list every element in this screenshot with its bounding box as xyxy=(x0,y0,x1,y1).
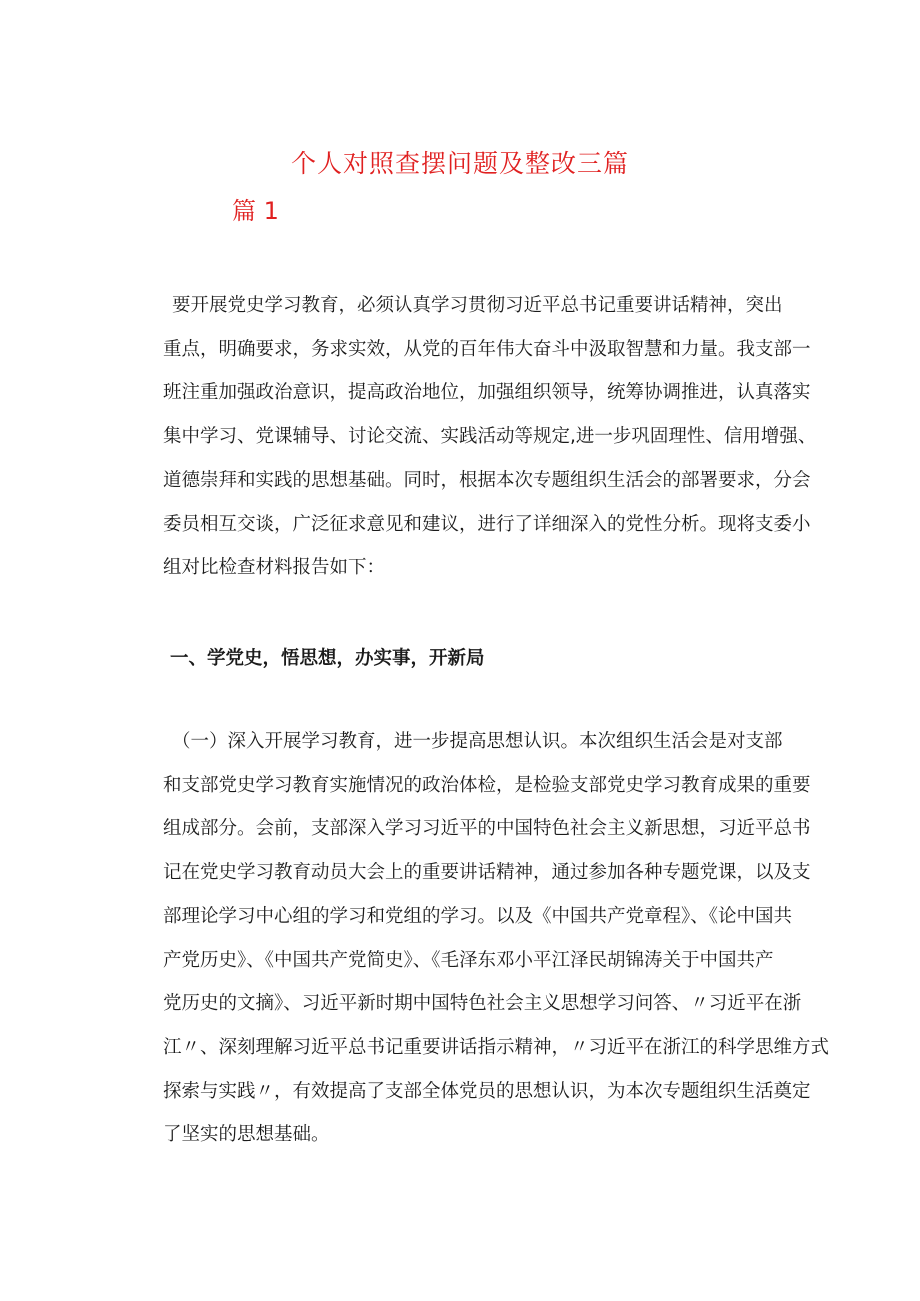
paragraph-line: 记在党史学习教育动员大会上的重要讲话精神，通过参加各种专题党课，以及支 xyxy=(163,862,811,884)
paragraph-line: 了坚实的思想基础。 xyxy=(163,1124,330,1146)
paragraph-line: （一）深入开展学习教育，进一步提高思想认识。本次组织生活会是对支部 xyxy=(172,731,783,752)
paragraph-line: 重点，明确要求，务求实效，从党的百年伟大奋斗中汲取智慧和力量。我支部一 xyxy=(163,338,811,360)
paragraph-line: 探索与实践〃，有效提高了支部全体党员的思想认识，为本次专题组织生活奠定 xyxy=(163,1080,811,1102)
paragraph-line: 组成部分。会前，支部深入学习习近平的中国特色社会主义新思想，习近平总书 xyxy=(163,818,811,840)
paragraph-line: 班注重加强政治意识，提高政治地位，加强组织领导，统筹协调推进，认真落实 xyxy=(163,382,811,404)
section-label: 篇 1 xyxy=(232,197,279,225)
paragraph-line: 集中学习、党课辅导、讨论交流、实践活动等规定,进一步巩固理性、信用增强、 xyxy=(163,426,817,448)
paragraph-line: 党历史的文摘》、习近平新时期中国特色社会主义思想学习问答、〃习近平在浙 xyxy=(163,993,802,1015)
paragraph-line: 和支部党史学习教育实施情况的政治体检，是检验支部党史学习教育成果的重要 xyxy=(163,774,811,796)
paragraph-intro xyxy=(163,284,817,590)
paragraph-study-education xyxy=(163,720,830,1157)
paragraph-line: 产党历史》、《中国共产党简史》、《毛泽东邓小平江泽民胡锦涛关于中国共产 xyxy=(163,949,774,971)
paragraph-line: 道德崇拜和实践的思想基础。同时，根据本次专题组织生活会的部署要求，分会 xyxy=(163,469,811,491)
paragraph-line: 江〃、深刻理解习近平总书记重要讲话指示精神，〃习近平在浙江的科学思维方式 xyxy=(163,1036,830,1058)
paragraph-line: 组对比检查材料报告如下： xyxy=(163,557,386,579)
paragraph-line: 要开展党史学习教育，必须认真学习贯彻习近平总书记重要讲话精神，突出 xyxy=(172,295,783,316)
paragraph-line: 部理论学习中心组的学习和党组的学习。以及《中国共产党章程》、《论中国共 xyxy=(163,905,793,927)
document-title: 个人对照查摆问题及整改三篇 xyxy=(290,149,629,178)
subheading-study-party-history: 一、学党史，悟思想，办实事，开新局 xyxy=(170,648,485,669)
paragraph-line: 委员相互交谈，广泛征求意见和建议，进行了详细深入的党性分析。现将支委小 xyxy=(163,513,811,535)
